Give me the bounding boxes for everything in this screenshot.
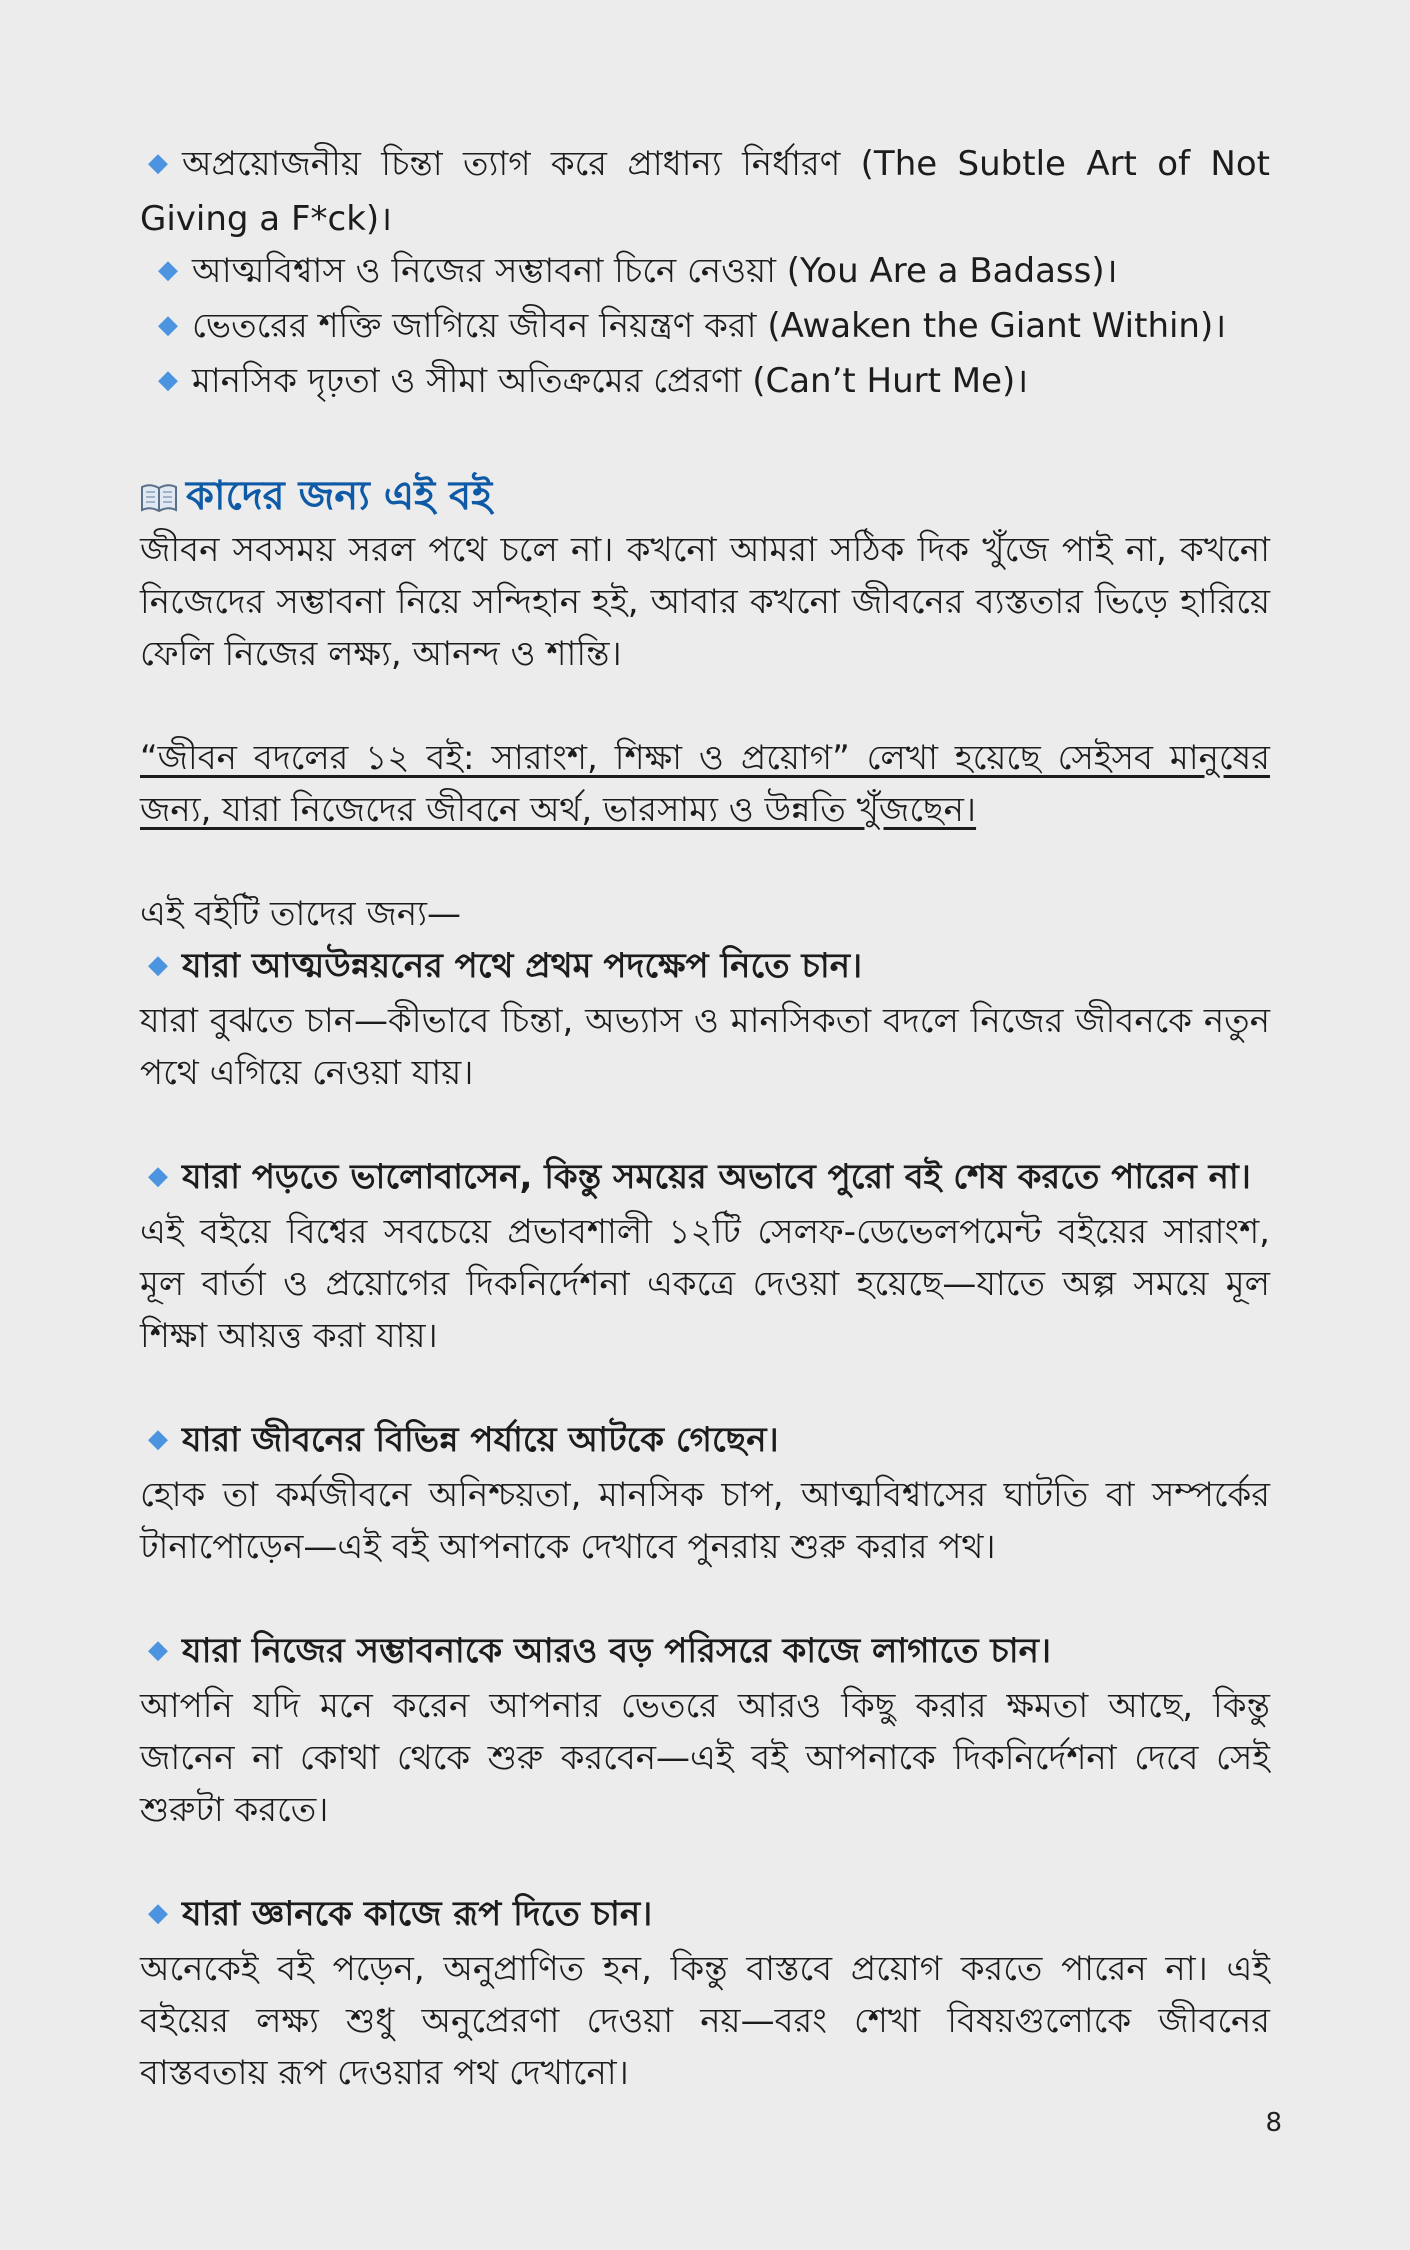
diamond-icon: ◆: [148, 1161, 168, 1191]
audience-body: যারা বুঝতে চান—কীভাবে চিন্তা, অভ্যাস ও মানসিকতা বদলে নিজের জীবনকে নতুন পথে এগিয়ে নেওয়া যায়।: [140, 1001, 1270, 1093]
diamond-icon: ◆: [148, 1898, 168, 1928]
audience-item: [140, 1888, 1270, 2099]
open-book-icon: [140, 472, 178, 502]
page-number: 8: [1265, 2108, 1282, 2138]
audience-heading: ◆ যারা জীবনের বিভিন্ন পর্যায়ে আটকে গেছেন।: [140, 1414, 1270, 1469]
section-heading: কাদের জন্য এই বই: [140, 468, 1270, 524]
diamond-icon: ◆: [158, 310, 178, 340]
diamond-icon: ◆: [148, 148, 168, 178]
audience-item: [140, 1414, 1270, 1573]
audience-heading: ◆ যারা আত্মউন্নয়নের পথে প্রথম পদক্ষেপ নিতে চান।: [140, 940, 1270, 995]
intro-bullet: ◆ আত্মবিশ্বাস ও নিজের সম্ভাবনা চিনে নেওয়া (You Are a Badass)।: [140, 245, 1270, 300]
diamond-icon: ◆: [148, 950, 168, 980]
audience-item: [140, 940, 1270, 1099]
diamond-icon: ◆: [148, 1424, 168, 1454]
audience-heading: ◆ যারা নিজের সম্ভাবনাকে আরও বড় পরিসরে কাজে লাগাতে চান।: [140, 1625, 1270, 1680]
book-statement: “জীবন বদলের ১২ বই: সারাংশ, শিক্ষা ও প্রয়োগ” লেখা হয়েছে সেইসব মানুষের জন্য, যারা নিজেদের জীবনে অর্থ, ভারসাম্য ও উন্নতি খুঁজছেন।: [140, 738, 1270, 830]
diamond-icon: ◆: [148, 1635, 168, 1665]
audience-item: [140, 1151, 1270, 1362]
diamond-icon: ◆: [158, 365, 178, 395]
audience-body: অনেকেই বই পড়েন, অনুপ্রাণিত হন, কিন্তু বাস্তবে প্রয়োগ করতে পারেন না। এই বইয়ের লক্ষ্য শুধু অনুপ্রেরণা দেওয়া নয়—বরং শেখা বিষয়গুলোকে জীবনের বাস্তবতায় রূপ দেওয়ার পথ দেখানো।: [140, 1949, 1270, 2093]
diamond-icon: ◆: [158, 255, 178, 285]
audience-heading: ◆ যারা পড়তে ভালোবাসেন, কিন্তু সময়ের অভাবে পুরো বই শেষ করতে পারেন না।: [140, 1151, 1270, 1206]
intro-bullet: ◆ অপ্রয়োজনীয় চিন্তা ত্যাগ করে প্রাধান্য নির্ধারণ (The Subtle Art of Not Giving a F*ck)।: [140, 138, 1270, 245]
audience-item: [140, 1625, 1270, 1836]
intro-bullet: ◆ ভেতরের শক্তি জাগিয়ে জীবন নিয়ন্ত্রণ করা (Awaken the Giant Within)।: [140, 300, 1270, 355]
audience-body: আপনি যদি মনে করেন আপনার ভেতরে আরও কিছু করার ক্ষমতা আছে, কিন্তু জানেন না কোথা থেকে শুরু করবেন—এই বই আপনাকে দিকনির্দেশনা দেবে সেই শুরুটা করতে।: [140, 1686, 1270, 1830]
audience-body: হোক তা কর্মজীবনে অনিশ্চয়তা, মানসিক চাপ, আত্মবিশ্বাসের ঘাটতি বা সম্পর্কের টানাপোড়েন—এই বই আপনাকে দেখাবে পুনরায় শুরু করার পথ।: [140, 1475, 1270, 1567]
audience-body: এই বইয়ে বিশ্বের সবচেয়ে প্রভাবশালী ১২টি সেলফ-ডেভেলপমেন্ট বইয়ের সারাংশ, মূল বার্তা ও প্রয়োগের দিকনির্দেশনা একত্রে দেওয়া হয়েছে—যাতে অল্প সময়ে মূল শিক্ষা আয়ত্ত করা যায়।: [140, 1212, 1270, 1356]
lead-in: এই বইটি তাদের জন্য—: [140, 894, 462, 934]
section-intro: জীবন সবসময় সরল পথে চলে না। কখনো আমরা সঠিক দিক খুঁজে পাই না, কখনো নিজেদের সম্ভাবনা নিয়ে সন্দিহান হই, আবার কখনো জীবনের ব্যস্ততার ভিড়ে হারিয়ে ফেলি নিজের লক্ষ্য, আনন্দ ও শান্তি।: [140, 530, 1270, 674]
intro-bullet: ◆ মানসিক দৃঢ়তা ও সীমা অতিক্রমের প্রেরণা (Can’t Hurt Me)।: [140, 355, 1270, 410]
audience-heading: ◆ যারা জ্ঞানকে কাজে রূপ দিতে চান।: [140, 1888, 1270, 1943]
